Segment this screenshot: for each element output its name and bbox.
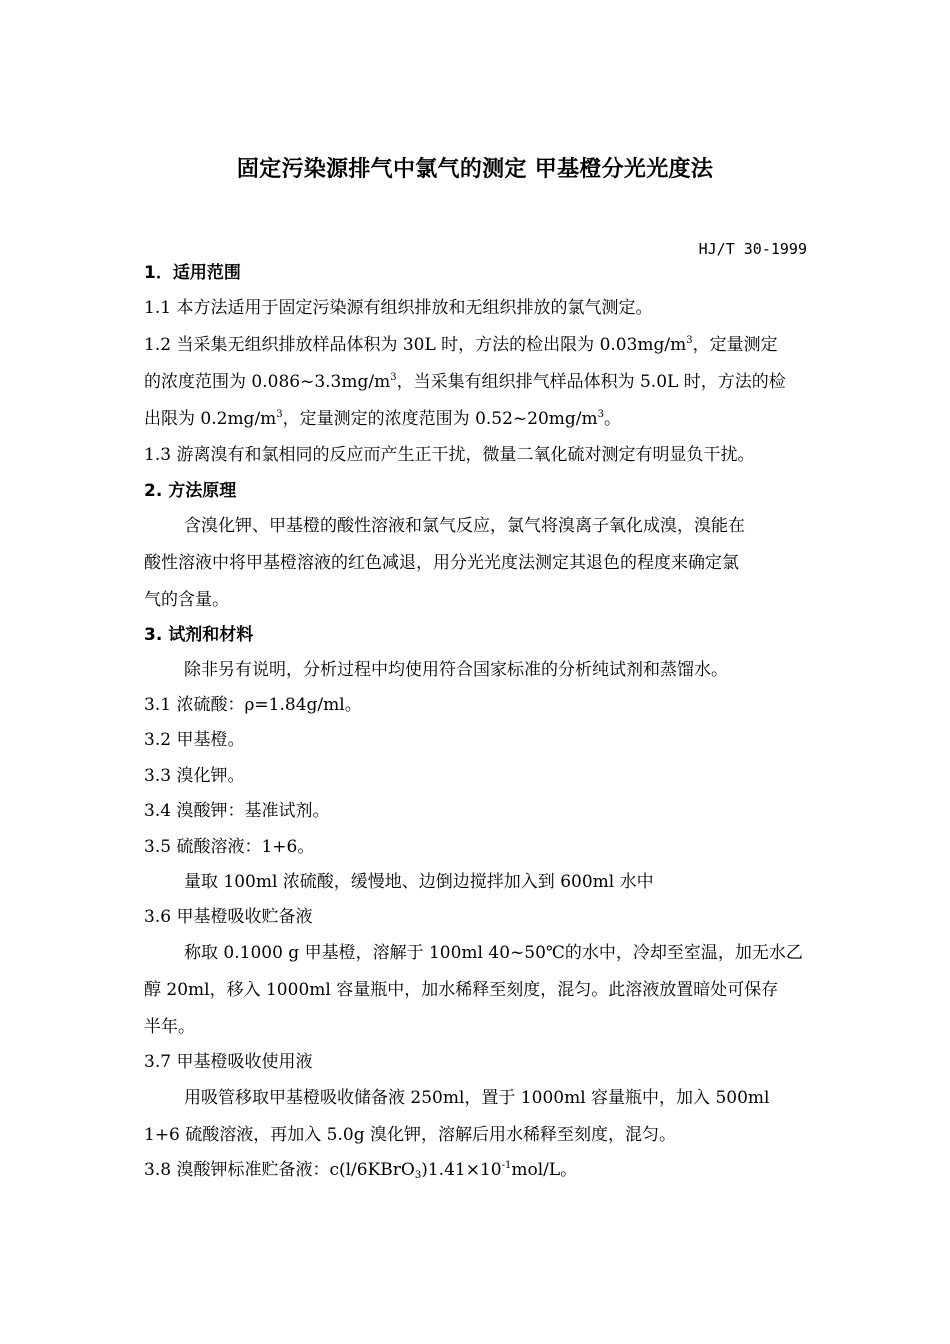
- item-3-7-line-1: 用吸管移取甲基橙吸收储备液 250ml，置于 1000ml 容量瓶中，加入 500ml: [184, 1088, 770, 1108]
- item-3-5: 3.5 硫酸溶液：1+6。: [144, 837, 315, 857]
- paragraph-2-line-3: 气的含量。: [144, 590, 229, 610]
- paragraph-1-2-line-2: [144, 370, 786, 394]
- section-heading-2: 2. 方法原理: [144, 481, 237, 501]
- paragraph-2-line-1: 含溴化钾、甲基橙的酸性溶液和氯气反应，氯气将溴离子氧化成溴，溴能在: [184, 516, 745, 536]
- item-3-6-line-2: 醇 20ml，移入 1000ml 容量瓶中，加水稀释至刻度，混匀。此溶液放置暗处可保存: [144, 980, 779, 1000]
- item-3-7-line-2: 1+6 硫酸溶液，再加入 5.0g 溴化钾，溶解后用水稀释至刻度，混匀。: [144, 1125, 677, 1145]
- paragraph-1-1: 1.1 本方法适用于固定污染源有组织排放和无组织排放的氯气测定。: [144, 298, 653, 318]
- paragraph-1-2-line-1: [144, 333, 778, 357]
- paragraph-1-3: 1.3 游离溴有和氯相同的反应而产生正干扰，微量二氧化硫对测定有明显负干扰。: [144, 445, 755, 465]
- item-3-6-line-1: 称取 0.1000 g 甲基橙，溶解于 100ml 40~50℃的水中，冷却至室温，加无水乙: [184, 943, 803, 963]
- text-run: ，当采集有组织排气样品体积为 5.0L 时，方法的检: [396, 372, 786, 392]
- superscript: 3: [686, 335, 693, 346]
- standard-code: HJ/T 30-1999: [698, 240, 807, 258]
- text-run: 。: [604, 409, 622, 429]
- item-3-2: 3.2 甲基橙。: [144, 730, 245, 750]
- section-heading-1: 1．适用范围: [144, 263, 241, 283]
- item-3-4: 3.4 溴酸钾：基准试剂。: [144, 801, 330, 821]
- paragraph-3-intro: 除非另有说明，分析过程中均使用符合国家标准的分析纯试剂和蒸馏水。: [184, 660, 728, 680]
- text-run: 出限为 0.2mg/m: [144, 409, 277, 429]
- item-3-7: 3.7 甲基橙吸收使用液: [144, 1052, 313, 1072]
- text-run: )1.41×10: [421, 1160, 502, 1180]
- text-run: 3.8 溴酸钾标准贮备液：c(l/6KBrO: [144, 1160, 415, 1180]
- text-run: ，定量测定的浓度范围为 0.52~20mg/m: [282, 409, 598, 429]
- item-3-8: [144, 1158, 577, 1182]
- superscript: -1: [501, 1160, 512, 1171]
- text-run: 的浓度范围为 0.086~3.3mg/m: [144, 372, 391, 392]
- superscript: 3: [597, 409, 605, 420]
- superscript: 3: [276, 409, 283, 420]
- text-run: 1.2 当采集无组织排放样品体积为 30L 时，方法的检出限为 0.03mg/m: [144, 335, 687, 355]
- item-3-1: 3.1 浓硫酸：ρ=1.84g/ml。: [144, 695, 362, 715]
- paragraph-1-2-line-3: [144, 407, 621, 431]
- subscript: 3: [414, 1170, 422, 1181]
- item-3-6-line-3: 半年。: [144, 1017, 195, 1037]
- text-run: mol/L。: [511, 1160, 578, 1180]
- document-title: 固定污染源排气中氯气的测定 甲基橙分光光度法: [236, 157, 714, 182]
- item-3-3: 3.3 溴化钾。: [144, 766, 245, 786]
- paragraph-2-line-2: 酸性溶液中将甲基橙溶液的红色减退，用分光光度法测定其退色的程度来确定氯: [144, 553, 739, 573]
- text-run: ，定量测定: [692, 335, 778, 355]
- section-heading-3: 3. 试剂和材料: [144, 625, 254, 645]
- item-3-6: 3.6 甲基橙吸收贮备液: [144, 907, 313, 927]
- item-3-5-description: 量取 100ml 浓硫酸，缓慢地、边倒边搅拌加入到 600ml 水中: [184, 872, 654, 892]
- superscript: 3: [390, 372, 397, 383]
